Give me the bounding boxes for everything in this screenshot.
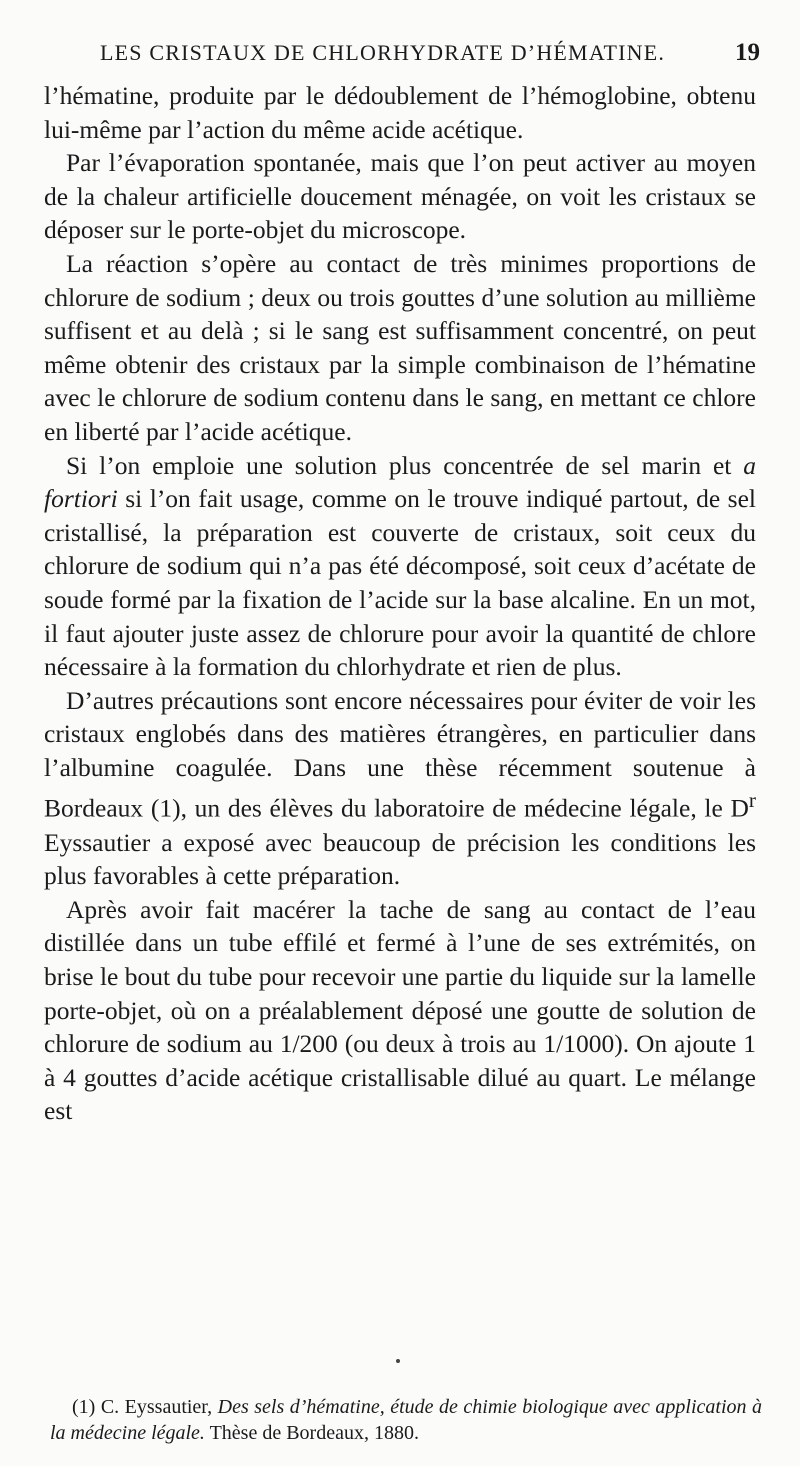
italic-a-fortiori: a fortiori: [44, 450, 756, 514]
paragraph-5: [44, 684, 756, 893]
footnote: [50, 1394, 762, 1446]
footnote-rest: Thèse de Bordeaux, 1880.: [204, 1422, 419, 1444]
doctor-abbreviation-superscript: r: [748, 788, 756, 813]
paragraph-3: La réaction s’opère au contact de très minimes proportions de chlorure de sodium ; deux ou trois gouttes d’une solution au millième suffisent et au delà ; si le sang est suffisamment concentré, on peut même obtenir des cristaux par la simple combinaison de l’hématine avec le chlorure de sodium contenu dans le sang, en mettant ce chlore en liberté par l’acide acétique.: [44, 248, 756, 446]
body-text: [44, 79, 756, 1128]
paragraph-2: Par l’évaporation spontanée, mais que l’on peut activer au moyen de la chaleur artificielle doucement ménagée, on voit les cristaux se déposer sur le porte-objet du microscope.: [44, 148, 756, 245]
running-header: [100, 36, 760, 70]
running-title: LES CRISTAUX DE CHLORHYDRATE D’HÉMATINE.: [100, 40, 666, 65]
paragraph-6: Après avoir fait macérer la tache de sang au contact de l’eau distillée dans un tube effilé et fermé à l’une de ses extrémités, on brise le bout du tube pour recevoir une partie du liquide sur la lamelle porte-objet, où on a préalablement déposé une goutte de solution de chlorure de sodium au 1/200 (ou deux à trois au 1/1000). On ajoute 1 à 4 gouttes d’acide acétique cristallisable dilué au quart. Le mélange est: [44, 894, 756, 1126]
paragraph-4-part-2: si l’on fait usage, comme on le trouve indiqué partout, de sel cristallisé, la préparation est couverte de cristaux, soit ceux du chlorure de sodium qui n’a pas été décomposé, soit ceux d’acétate de soude formé par la fixation de l’acide sur la base alcaline. En un mot, il faut ajouter juste assez de chlorure pour avoir la quantité de chlore nécessaire à la formation du chlorhydrate et rien de plus.: [44, 484, 756, 682]
paragraph-4-part-1: Si l’on emploie une solution plus concentrée de sel marin et: [66, 450, 744, 480]
footnote-separator-dot: [396, 1359, 400, 1363]
footnote-marker: (1) C. Eyssautier,: [72, 1396, 218, 1418]
paragraph-4: [44, 449, 756, 684]
paragraph-5-part-1: D’autres précautions sont encore nécessaires pour éviter de voir les cristaux englobés dans des matières étrangères, en particulier dans l’albumine coagulée. Dans une thèse récemment soutenue à Bordeaux (1), un des élèves du laboratoire de médecine légale, le D: [44, 685, 756, 823]
footnote-title: Des sels d’hématine, étude de chimie biologique avec application à la médecine légale.: [50, 1396, 763, 1444]
paragraph-5-part-2: Eyssautier a exposé avec beaucoup de précision les conditions les plus favorables à cette préparation.: [44, 827, 756, 891]
page-number: 19: [735, 39, 760, 66]
paragraph-1: l’hématine, produite par le dédoublement de l’hémoglobine, obtenu lui-même par l’action du même acide acétique.: [44, 81, 756, 144]
